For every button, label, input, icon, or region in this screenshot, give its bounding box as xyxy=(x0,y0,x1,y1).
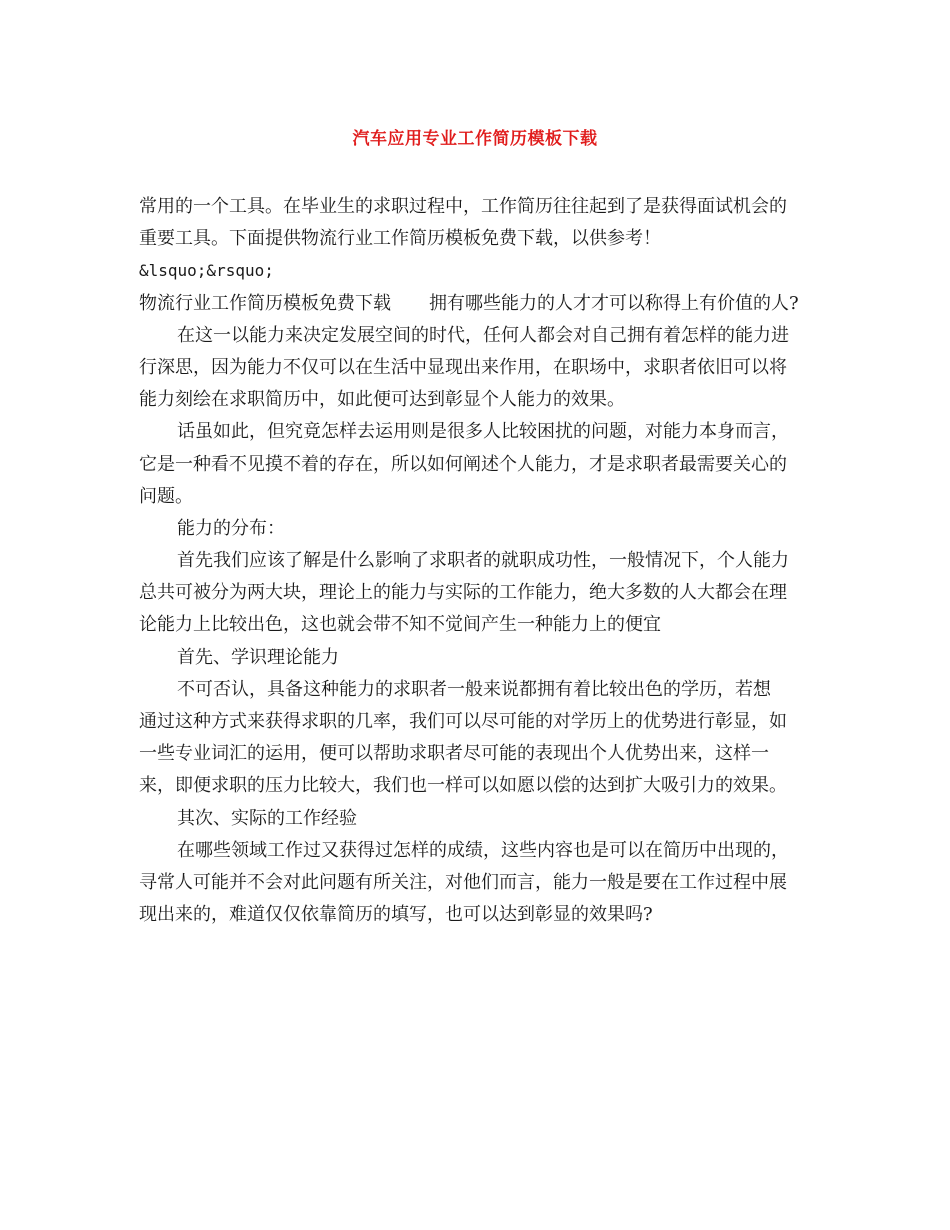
text-line: 常用的一个工具。在毕业生的求职过程中，工作简历往往起到了是获得面试机会的 xyxy=(139,196,787,217)
section-heading: 能力的分布： xyxy=(177,517,285,539)
text-line: 寻常人可能并不会对此问题有所关注，对他们而言，能力一般是要在工作过程中展 xyxy=(139,871,787,893)
text-line: 总共可被分为两大块，理论上的能力与实际的工作能力，绝大多数的人大都会在理 xyxy=(139,582,787,604)
text-line: 一些专业词汇的运用，便可以帮助求职者尽可能的表现出个人优势出来，这样一 xyxy=(139,743,769,765)
document-title: 汽车应用专业工作简历模板下载 xyxy=(352,129,598,149)
text-line: 问题。 xyxy=(139,485,193,507)
text-line-heading-row xyxy=(139,288,815,320)
paragraph-line: 话虽如此，但究竟怎样去运用则是很多人比较困扰的问题，对能力本身而言， xyxy=(177,421,789,443)
entity-text-line: &lsquo;&rsquo; xyxy=(139,261,274,281)
question-heading: 拥有哪些能力的人才才可以称得上有价值的人? xyxy=(429,292,799,314)
paragraph-line: 在这一以能力来决定发展空间的时代，任何人都会对自己拥有着怎样的能力进 xyxy=(177,324,789,346)
paragraph-line: 首先我们应该了解是什么影响了求职者的就职成功性，一般情况下，个人能力 xyxy=(177,550,789,572)
document-body xyxy=(139,191,815,931)
text-line: 能力刻绘在求职简历中，如此便可达到彰显个人能力的效果。 xyxy=(139,389,625,411)
text-line: 行深思，因为能力不仅可以在生活中显现出来作用，在职场中，求职者依旧可以将 xyxy=(139,356,787,378)
text-line: 论能力上比较出色，这也就会带不知不觉间产生一种能力上的便宜 xyxy=(139,614,661,636)
section-heading: 其次、实际的工作经验 xyxy=(177,807,357,829)
paragraph-line: 在哪些领域工作过又获得过怎样的成绩，这些内容也是可以在简历中出现的， xyxy=(177,839,789,861)
section-heading: 首先、学识理论能力 xyxy=(177,646,339,668)
paragraph-line: 不可否认，具备这种能力的求职者一般来说都拥有着比较出色的学历，若想 xyxy=(177,678,771,700)
template-download-heading: 物流行业工作简历模板免费下载 xyxy=(139,292,391,314)
text-line: 通过这种方式来获得求职的几率，我们可以尽可能的对学历上的优势进行彰显，如 xyxy=(139,711,787,732)
text-line: 重要工具。下面提供物流行业工作简历模板免费下载，以供参考！ xyxy=(139,228,661,250)
text-line: 现出来的，难道仅仅依靠简历的填写，也可以达到彰显的效果吗? xyxy=(139,904,653,926)
text-line: 来，即便求职的压力比较大，我们也一样可以如愿以偿的达到扩大吸引力的效果。 xyxy=(139,775,787,797)
text-line: 它是一种看不见摸不着的存在，所以如何阐述个人能力，才是求职者最需要关心的 xyxy=(139,453,787,475)
